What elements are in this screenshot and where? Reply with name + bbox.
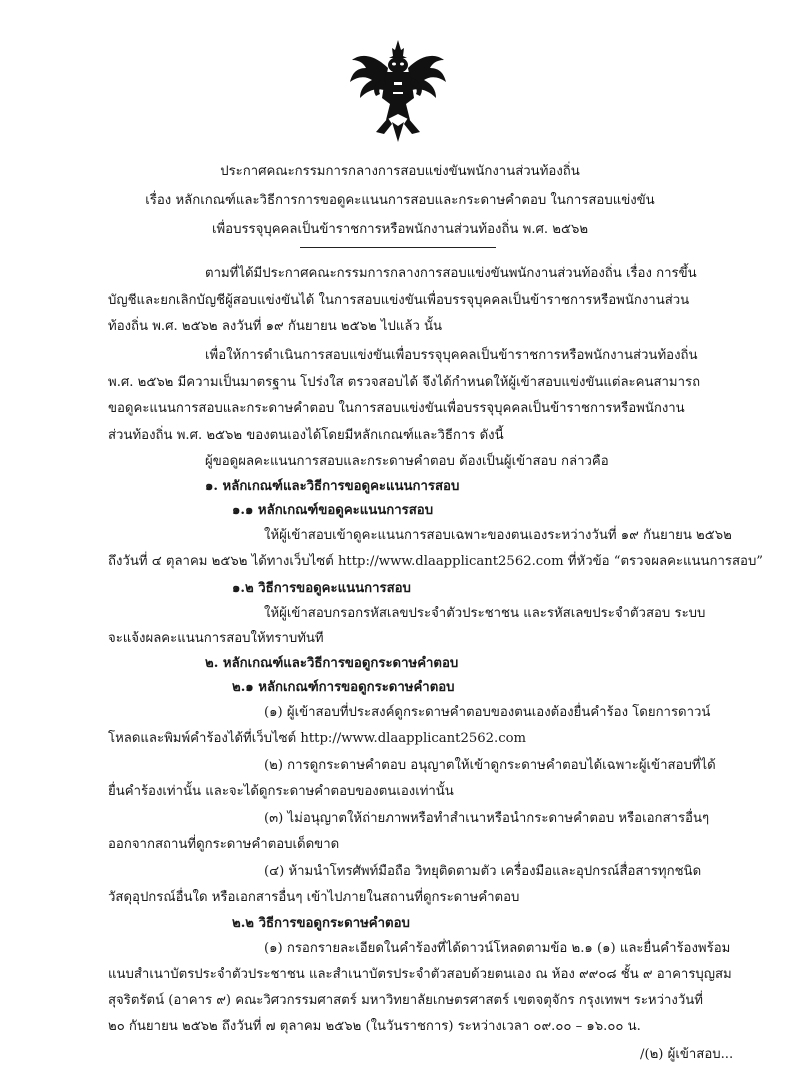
list-item-cont: ออกจากสถานที่ดูกระดาษคำตอบเด็ดขาด [108,837,340,852]
garuda-emblem-icon [348,38,448,144]
paragraph-line: ขอดูคะแนนการสอบและกระดาษคำตอบ ในการสอบแข่งขันเพื่อบรรจุบุคคลเป็นข้าราชการหรือพนักงาน [108,401,685,416]
subsection-heading: ๑.๑ หลักเกณฑ์ขอดูคะแนนการสอบ [232,503,434,518]
subsection-heading: ๒.๒ วิธีการขอดูกระดาษคำตอบ [232,916,410,931]
list-item-cont: แนบสำเนาบัตรประจำตัวประชาชน และสำเนาบัตรประจำตัวสอบด้วยตนเอง ณ ห้อง ๙๙๐๘ ชั้น ๙ อาคารบุญสม [108,967,732,982]
paragraph-line: พ.ศ. ๒๕๖๒ มีความเป็นมาตรฐาน โปร่งใส ตรวจสอบได้ จึงได้กำหนดให้ผู้เข้าสอบแข่งขันแต่ละคนสามารถ [108,375,701,390]
paragraph-line: ส่วนท้องถิ่น พ.ศ. ๒๕๖๒ ของตนเองได้โดยมีหลักเกณฑ์และวิธีการ ดังนี้ [108,428,504,443]
subsection-heading: ๑.๒ วิธีการขอดูคะแนนการสอบ [232,581,411,596]
paragraph-line: ถึงวันที่ ๔ ตุลาคม ๒๕๖๒ ได้ทางเว็บไซต์ http://www.dlaapplicant2562.com ที่หัวข้อ “ตรวจผลคะแนนการสอบ” [108,554,764,569]
continuation-note: /(๒) ผู้เข้าสอบ... [640,1047,734,1062]
announcement-subject: เรื่อง หลักเกณฑ์และวิธีการการขอดูคะแนนการสอบและกระดาษคำตอบ ในการสอบแข่งขัน [145,193,655,208]
list-item-cont: ยื่นคำร้องเท่านั้น และจะได้ดูกระดาษคำตอบของตนเองเท่านั้น [108,784,454,799]
list-item-cont: ๒๐ กันยายน ๒๕๖๒ ถึงวันที่ ๗ ตุลาคม ๒๕๖๒ (ในวันราชการ) ระหว่างเวลา ๐๙.๐๐ – ๑๖.๐๐ น. [108,1019,641,1034]
header-divider [300,247,496,248]
paragraph-line: จะแจ้งผลคะแนนการสอบให้ทราบทันที [108,631,324,646]
list-item: (๓) ไม่อนุญาตให้ถ่ายภาพหรือทำสำเนาหรือนำกระดาษคำตอบ หรือเอกสารอื่นๆ [264,811,710,826]
announcement-title: ประกาศคณะกรรมการกลางการสอบแข่งขันพนักงานส่วนท้องถิ่น [220,164,580,179]
list-item-cont: สุจริตรัตน์ (อาคาร ๙) คณะวิศวกรรมศาสตร์ มหาวิทยาลัยเกษตรศาสตร์ เขตจตุจักร กรุงเทพฯ ระหว่างวันที่ [108,993,703,1008]
paragraph-line: ผู้ขอดูผลคะแนนการสอบและกระดาษคำตอบ ต้องเป็นผู้เข้าสอบ กล่าวคือ [205,454,609,469]
list-item-cont: โหลดและพิมพ์คำร้องได้ที่เว็บไซต์ http://www.dlaapplicant2562.com [108,731,527,746]
paragraph-line: เพื่อให้การดำเนินการสอบแข่งขันเพื่อบรรจุบุคคลเป็นข้าราชการหรือพนักงานส่วนท้องถิ่น [205,348,698,363]
paragraph-line: ท้องถิ่น พ.ศ. ๒๕๖๒ ลงวันที่ ๑๙ กันยายน ๒๕๖๒ ไปแล้ว นั้น [108,319,443,334]
announcement-subject-cont: เพื่อบรรจุบุคคลเป็นข้าราชการหรือพนักงานส่วนท้องถิ่น พ.ศ. ๒๕๖๒ [211,222,589,237]
paragraph-line: ให้ผู้เข้าสอบกรอกรหัสเลขประจำตัวประชาชน และรหัสเลขประจำตัวสอบ ระบบ [264,606,706,621]
list-item: (๔) ห้ามนำโทรศัพท์มือถือ วิทยุติดตามตัว เครื่องมือและอุปกรณ์สื่อสารทุกชนิด [264,864,702,879]
paragraph-line: บัญชีและยกเลิกบัญชีผู้สอบแข่งขันได้ ในการสอบแข่งขันเพื่อบรรจุบุคคลเป็นข้าราชการหรือพนักงานส่วน [108,293,690,308]
paragraph-line: ให้ผู้เข้าสอบเข้าดูคะแนนการสอบเฉพาะของตนเองระหว่างวันที่ ๑๙ กันยายน ๒๕๖๒ [264,528,732,543]
subsection-heading: ๒.๑ หลักเกณฑ์การขอดูกระดาษคำตอบ [232,680,455,695]
list-item: (๒) การดูกระดาษคำตอบ อนุญาตให้เข้าดูกระดาษคำตอบได้เฉพาะผู้เข้าสอบที่ได้ [264,758,716,773]
list-item: (๑) กรอกรายละเอียดในคำร้องที่ได้ดาวน์โหลดตามข้อ ๒.๑ (๑) และยื่นคำร้องพร้อม [264,941,731,956]
section-heading: ๒. หลักเกณฑ์และวิธีการขอดูกระดาษคำตอบ [205,656,459,671]
paragraph-line: ตามที่ได้มีประกาศคณะกรรมการกลางการสอบแข่งขันพนักงานส่วนท้องถิ่น เรื่อง การขึ้น [205,266,697,281]
list-item: (๑) ผู้เข้าสอบที่ประสงค์ดูกระดาษคำตอบของตนเองต้องยื่นคำร้อง โดยการดาวน์ [264,705,711,720]
section-heading: ๑. หลักเกณฑ์และวิธีการขอดูคะแนนการสอบ [205,479,460,494]
list-item-cont: วัสดุอุปกรณ์อื่นใด หรือเอกสารอื่นๆ เข้าไปภายในสถานที่ดูกระดาษคำตอบ [108,890,520,905]
